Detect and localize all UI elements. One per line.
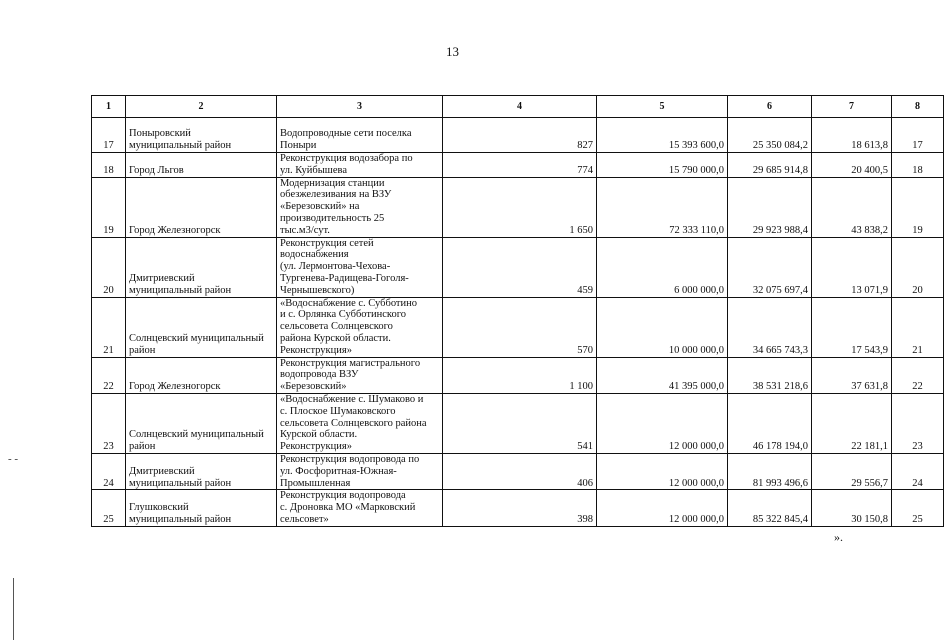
- scan-edge-line: [13, 578, 14, 640]
- value-cell-8: 23: [892, 393, 944, 453]
- value-cell-6: 34 665 743,3: [728, 297, 812, 357]
- value-cell-6: 85 322 845,4: [728, 490, 812, 526]
- district-cell-line: Солнцевский муниципальный: [129, 429, 264, 441]
- row-number-cell: 21: [92, 297, 126, 357]
- table-row: [92, 153, 944, 178]
- page-number: 13: [446, 44, 459, 59]
- value-cell-5: 41 395 000,0: [597, 357, 728, 393]
- table-row: [92, 237, 944, 297]
- row-number-cell: 22: [92, 357, 126, 393]
- project-cell-line: сельсовета Солнцевского района: [280, 417, 427, 429]
- district-cell: [126, 118, 277, 153]
- project-cell-line: Курской области.: [280, 429, 358, 441]
- table-row: [92, 177, 944, 237]
- table-row: [92, 490, 944, 526]
- district-cell: [126, 453, 277, 489]
- row-number-cell: 24: [92, 453, 126, 489]
- margin-mark: - -: [8, 453, 19, 465]
- value-cell-6: 29 923 988,4: [728, 177, 812, 237]
- district-cell-line: Город Железногорск: [129, 224, 221, 236]
- project-cell-line: Реконструкция водопровода по: [280, 453, 420, 465]
- table-row: [92, 453, 944, 489]
- district-cell: [126, 490, 277, 526]
- value-cell-7: 22 181,1: [812, 393, 892, 453]
- header-cell: 3: [277, 96, 443, 118]
- value-cell-6: 32 075 697,4: [728, 237, 812, 297]
- district-cell: [126, 357, 277, 393]
- project-cell: [277, 393, 443, 453]
- project-cell-line: ул. Фосфоритная-Южная-: [280, 465, 397, 477]
- project-cell-line: «Водоснабжение с. Субботино: [280, 297, 418, 309]
- project-cell: [277, 118, 443, 153]
- district-cell-line: муниципальный район: [129, 284, 232, 296]
- value-cell-4: 1 650: [443, 177, 597, 237]
- district-cell-line: Солнцевский муниципальный: [129, 332, 264, 344]
- district-cell-line: Глушковский: [129, 502, 189, 514]
- project-cell-line: Поныри: [280, 140, 317, 152]
- value-cell-5: 10 000 000,0: [597, 297, 728, 357]
- project-cell-line: сельсовета Солнцевского: [280, 321, 393, 333]
- district-cell-line: муниципальный район: [129, 477, 232, 489]
- district-cell: [126, 153, 277, 178]
- project-cell-line: «Березовский»: [280, 381, 347, 393]
- header-cell: 5: [597, 96, 728, 118]
- district-cell: [126, 237, 277, 297]
- project-cell-line: водопровода ВЗУ: [280, 369, 359, 381]
- project-cell-line: тыс.м3/сут.: [280, 224, 330, 236]
- row-number-cell: 19: [92, 177, 126, 237]
- value-cell-7: 37 631,8: [812, 357, 892, 393]
- header-cell: 4: [443, 96, 597, 118]
- project-cell-line: Водопроводные сети поселка: [280, 128, 412, 140]
- value-cell-5: 15 790 000,0: [597, 153, 728, 178]
- value-cell-6: 25 350 084,2: [728, 118, 812, 153]
- project-cell-line: района Курской области.: [280, 332, 391, 344]
- value-cell-8: 25: [892, 490, 944, 526]
- value-cell-4: 570: [443, 297, 597, 357]
- project-cell: [277, 153, 443, 178]
- project-cell: [277, 237, 443, 297]
- project-cell: [277, 490, 443, 526]
- district-cell: [126, 393, 277, 453]
- value-cell-5: 12 000 000,0: [597, 490, 728, 526]
- project-cell-line: Промышленная: [280, 477, 351, 489]
- project-cell: [277, 453, 443, 489]
- projects-table: [91, 95, 944, 527]
- row-number-cell: 18: [92, 153, 126, 178]
- project-cell-line: и с. Орлянка Субботинского: [280, 309, 407, 321]
- project-cell-line: Реконструкция»: [280, 441, 352, 453]
- header-cell: 1: [92, 96, 126, 118]
- project-cell-line: водоснабжения: [280, 249, 349, 261]
- project-cell-line: Реконструкция магистрального: [280, 357, 421, 369]
- value-cell-6: 46 178 194,0: [728, 393, 812, 453]
- value-cell-6: 81 993 496,6: [728, 453, 812, 489]
- value-cell-8: 21: [892, 297, 944, 357]
- district-cell-line: район: [129, 441, 156, 453]
- header-cell: 2: [126, 96, 277, 118]
- value-cell-5: 6 000 000,0: [597, 237, 728, 297]
- project-cell-line: ул. Куйбышева: [280, 164, 347, 176]
- row-number-cell: 23: [92, 393, 126, 453]
- value-cell-5: 72 333 110,0: [597, 177, 728, 237]
- value-cell-8: 22: [892, 357, 944, 393]
- district-cell-line: муниципальный район: [129, 140, 232, 152]
- district-cell-line: Дмитриевский: [129, 465, 195, 477]
- header-row: [92, 96, 944, 118]
- project-cell-line: «Березовский» на: [280, 201, 360, 213]
- district-cell-line: Город Льгов: [129, 164, 184, 176]
- header-cell: 7: [812, 96, 892, 118]
- value-cell-4: 1 100: [443, 357, 597, 393]
- project-cell-line: обезжелезивания на ВЗУ: [280, 189, 392, 201]
- district-cell-line: муниципальный район: [129, 513, 232, 525]
- value-cell-8: 17: [892, 118, 944, 153]
- project-cell-line: Реконструкция сетей: [280, 237, 374, 249]
- closing-quote-mark: ».: [834, 530, 843, 544]
- value-cell-7: 30 150,8: [812, 490, 892, 526]
- value-cell-4: 406: [443, 453, 597, 489]
- table-row: [92, 357, 944, 393]
- project-cell-line: с. Плоское Шумаковского: [280, 405, 396, 417]
- project-cell: [277, 177, 443, 237]
- value-cell-8: 18: [892, 153, 944, 178]
- district-cell-line: Дмитриевский: [129, 272, 195, 284]
- value-cell-6: 29 685 914,8: [728, 153, 812, 178]
- project-cell-line: Чернышевского): [280, 284, 355, 296]
- project-cell: [277, 297, 443, 357]
- header-cell: 6: [728, 96, 812, 118]
- header-cell: 8: [892, 96, 944, 118]
- value-cell-8: 24: [892, 453, 944, 489]
- row-number-cell: 17: [92, 118, 126, 153]
- district-cell-line: Поныровский: [129, 128, 191, 140]
- project-cell-line: Реконструкция водозабора по: [280, 153, 413, 164]
- table-row: [92, 297, 944, 357]
- project-cell-line: с. Дроновка МО «Марковский: [280, 502, 416, 514]
- value-cell-7: 18 613,8: [812, 118, 892, 153]
- project-cell-line: сельсовет»: [280, 513, 329, 525]
- project-cell-line: Тургенева-Радищева-Гоголя-: [280, 272, 409, 284]
- value-cell-7: 17 543,9: [812, 297, 892, 357]
- value-cell-5: 12 000 000,0: [597, 453, 728, 489]
- district-cell: [126, 297, 277, 357]
- value-cell-4: 774: [443, 153, 597, 178]
- value-cell-7: 20 400,5: [812, 153, 892, 178]
- value-cell-5: 15 393 600,0: [597, 118, 728, 153]
- district-cell-line: Город Железногорск: [129, 381, 221, 393]
- value-cell-4: 398: [443, 490, 597, 526]
- value-cell-4: 827: [443, 118, 597, 153]
- value-cell-8: 20: [892, 237, 944, 297]
- district-cell-line: район: [129, 344, 156, 356]
- row-number-cell: 25: [92, 490, 126, 526]
- project-cell-line: «Водоснабжение с. Шумаково и: [280, 393, 424, 405]
- value-cell-8: 19: [892, 177, 944, 237]
- project-cell-line: Модернизация станции: [280, 177, 385, 189]
- row-number-cell: 20: [92, 237, 126, 297]
- project-cell: [277, 357, 443, 393]
- value-cell-5: 12 000 000,0: [597, 393, 728, 453]
- value-cell-7: 29 556,7: [812, 453, 892, 489]
- table-row: [92, 118, 944, 153]
- project-cell-line: (ул. Лермонтова-Чехова-: [280, 261, 391, 273]
- value-cell-4: 459: [443, 237, 597, 297]
- project-cell-line: Реконструкция»: [280, 344, 352, 356]
- project-cell-line: производительность 25: [280, 212, 385, 224]
- value-cell-7: 43 838,2: [812, 177, 892, 237]
- district-cell: [126, 177, 277, 237]
- value-cell-6: 38 531 218,6: [728, 357, 812, 393]
- table-row: [92, 393, 944, 453]
- value-cell-4: 541: [443, 393, 597, 453]
- project-cell-line: Реконструкция водопровода: [280, 490, 406, 502]
- value-cell-7: 13 071,9: [812, 237, 892, 297]
